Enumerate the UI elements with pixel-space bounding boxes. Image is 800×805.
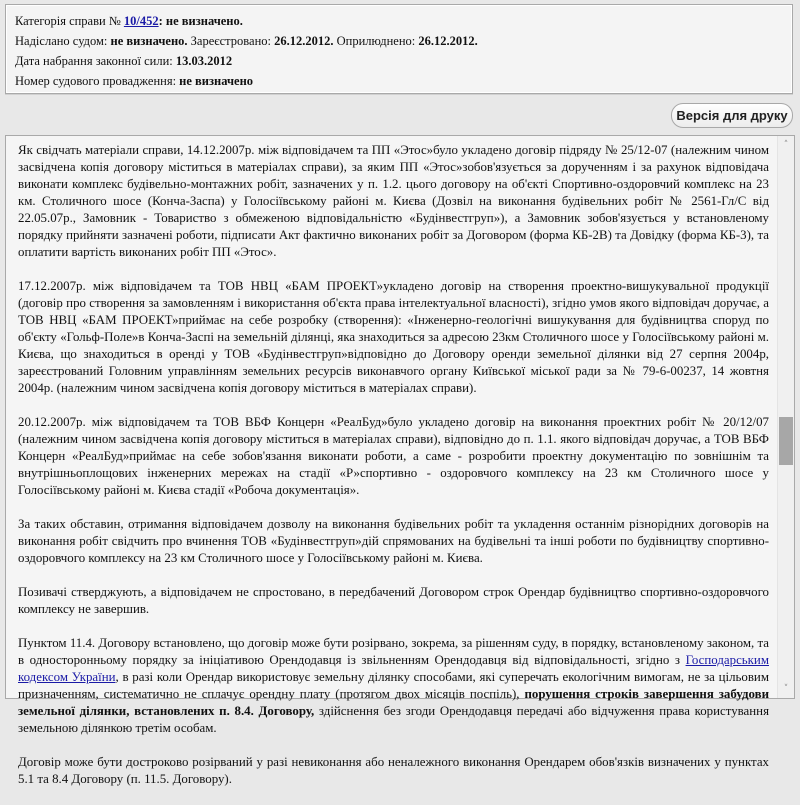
paragraph: За таких обставин, отримання відповідачем дозволу на виконання будівельних робіт та укладення останнім різнорідних договорів на виконання робіт свідчить про вчинення ТОВ «Будінвестгруп»дій спрямованих на будівельні та інші роботи по будівництву спортивно-оздоровчого комплексу на 23 км Столичного шосе у Голосіївському районі м. Києва.	[18, 517, 769, 565]
paragraph: Позивачі стверджують, а відповідачем не спростовано, в передбачений Договором строк Орендар будівництво спортивно-оздоровчого комплексу не завершив.	[18, 585, 769, 616]
proceeding-value: не визначено	[179, 74, 254, 88]
paragraph: Як свідчать матеріали справи, 14.12.2007р. між відповідачем та ПП «Этос»було укладено договір підряду № 25/12-07 (належним чином засвідчена копія договору міститься в матеріалах справи), за яким ПП «Этос»зобов'язується за дорученням і за рахунок відповідача виконати комплекс будівельно-монтажних робіт, зазначених у п. 1.2. цього договору на об'єкті Спортивно-оздоровчий комплекс на 23 км. Столичного шосе (Конча-Заспа) у Голосіївському районі м. Києва (Дозвіл на виконання будівельних робіт № 2561-Гл/С від 22.05.07р., Замовник - Товариство з обмеженою відповідальністю «Будінвестгруп»), а Замовник зобов'язується у встановленому порядку прийняти зазначені роботи, підписати Акт фактично виконаних робіт за Договором (форма КБ-2В) та Довідку (форма КБ-3), та оплатити вартість виконаних робіт ПП «Этос».	[18, 143, 769, 259]
paragraph-text: здійснення без згоди Орендодавця передачі або відчуження права користування земельною ділянкою третім особам.	[18, 704, 769, 735]
paragraph-text: , в разі коли Орендар використовує земельну ділянку способами, які суперечать екологічним вимогам, не за цільовим призначенням, систематично не сплачує орендну плату (протягом двох місяців поспіль),	[18, 670, 769, 701]
registered-label: Зареєстровано:	[190, 34, 271, 48]
case-category-label: Категорія справи №	[15, 14, 121, 28]
published-label: Оприлюднено:	[336, 34, 416, 48]
paragraph-text: Пунктом 11.4. Договору встановлено, що договір може бути розірвано, зокрема, за рішенням суду, в порядку, встановленому законом, та в односторонньому порядку за ініціативою Орендодавця із звільненням Орендодавця від відповідальності, згідно з	[18, 636, 769, 667]
scrollbar-thumb[interactable]	[779, 417, 793, 465]
commercial-code-link[interactable]: Господарським кодексом України	[18, 653, 769, 684]
scroll-down-arrow-icon[interactable]: ˅	[783, 684, 789, 694]
scroll-up-arrow-icon[interactable]: ˄	[783, 140, 789, 150]
case-category-link[interactable]: 10/452	[123, 14, 159, 28]
proceeding-number-line	[15, 71, 792, 91]
proceeding-label: Номер судового провадження:	[15, 74, 177, 88]
print-version-button[interactable]: Версія для друку	[671, 103, 793, 128]
paragraph: 20.12.2007р. між відповідачем та ТОВ ВБФ Концерн «РеалБуд»було укладено договір на виконання проектних робіт № 20/12/07 (належним чином засвідчена копія договору міститься в матеріалах справи), відповідно до п. 1.1. якого відповідач доручає, а ТОВ ВБФ Концерн «РеалБуд»приймає на себе зобов'язання виконати роботи, а саме - розробити проектну документацію по зовнішнім та внутрішньоплощових інженерних мережах на стадії «Р»спортивно - оздоровчого комплексу на 23 км Столичного шосе у Голосіївському районі м. Києва стадії «Робоча документація».	[18, 415, 769, 497]
case-dates-line	[15, 31, 792, 51]
case-info-panel	[5, 4, 793, 94]
paragraph: Договір може бути достроково розірваний у разі невиконання або неналежного виконання Орендарем обов'язків визначених у пунктах 5.1 та 8.4 Договору (п. 11.5. Договору).	[18, 755, 769, 786]
paragraph: 17.12.2007р. між відповідачем та ТОВ НВЦ «БАМ ПРОЕКТ»укладено договір на створення проектно-вишукувальної продукції (договір про створення за замовленням і використання об'єкта права інтелектуальної власності), згідно умов якого відповідач доручає, а ТОВ НВЦ «БАМ ПРОЕКТ»приймає на себе розробку (створення): «Інженерно-геологічні вишукування для будівництва споруд по об'єкту «Гольф-Поле»в Конча-Заспі на земельній ділянці, яка знаходиться за адресою 23км Столичного шосе у Голосіївському районі м. Києва, що знаходиться в оренді у ТОВ «Будінвестгруп»відповідно до Договору оренди земельної ділянки від 27 серпня 2004р, зареєстрований Головним управлінням земельних ресурсів виконавчого органу Київської міської ради за № 79-6-00237, 14 жовтня 2004р. (належним чином засвідчена копія договору міститься в матеріалах справи).	[18, 279, 769, 395]
effective-date-line	[15, 51, 792, 71]
paragraph	[18, 635, 769, 737]
case-category-line	[15, 11, 792, 31]
effective-value: 13.03.2012	[175, 54, 233, 68]
vertical-scrollbar[interactable]	[777, 136, 794, 698]
sent-value: не визначено.	[110, 34, 188, 48]
document-body	[18, 142, 769, 805]
published-value: 26.12.2012.	[418, 34, 478, 48]
case-category-value: : не визначено.	[158, 14, 243, 28]
sent-label: Надіслано судом:	[15, 34, 108, 48]
registered-value: 26.12.2012.	[274, 34, 334, 48]
effective-label: Дата набрання законної сили:	[15, 54, 173, 68]
document-text-area[interactable]	[5, 135, 795, 786]
paragraph-bold-text: порушення строків завершення забудови земельної ділянки, встановлених п. 8.4. Договору,	[18, 687, 769, 718]
